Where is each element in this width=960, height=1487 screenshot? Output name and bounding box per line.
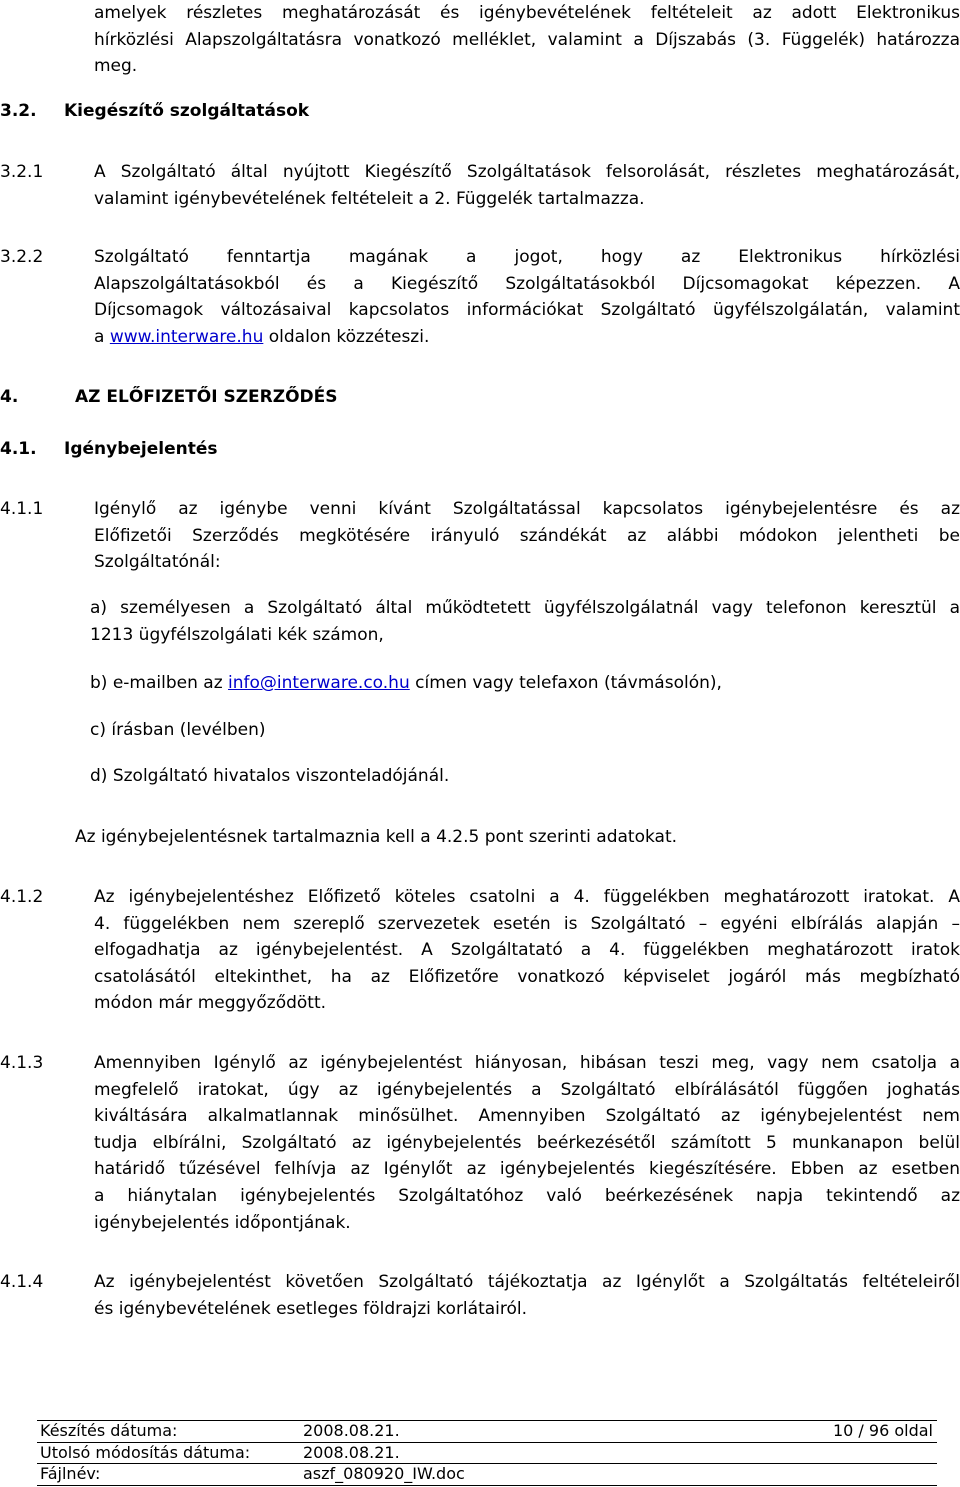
list-item-b [90, 670, 722, 697]
chapter-number: 4. [0, 387, 19, 407]
section-heading: Kiegészítő szolgáltatások [64, 101, 310, 121]
paragraph-number: 3.2.2 [0, 247, 44, 267]
text-line: Díjcsomagok változásaival kapcsolatos információkat Szolgáltató ügyfélszolgálatán, valamint [94, 300, 960, 321]
list-item-c: c) írásban (levélben) [90, 720, 266, 740]
text-line: Az igénybejelentéshez Előfizető köteles csatolni a 4. függelékben meghatározott iratokat. A [94, 887, 960, 907]
text-line: amelyek részletes meghatározását és igénybevételének feltételeit az adott Elektronikus [94, 3, 960, 23]
website-link[interactable]: www.interware.hu [109, 326, 264, 347]
text-line: Igénylő az igénybe venni kívánt Szolgáltatással kapcsolatos igénybejelentésre és az [94, 499, 960, 519]
text-line: valamint igénybevételének feltételeit a 2. Függelék tartalmazza. [94, 188, 645, 209]
footer-row-modified [37, 1442, 937, 1464]
text-line: a hiánytalan igénybejelentés Szolgáltatóhoz való beérkezésének napja tekintendő az [94, 1185, 960, 1206]
filename-label: Fájlnév: [40, 1464, 101, 1483]
text-line: csatolásától eltekinthet, ha az Előfizetőre vonatkozó képviselet jogáról más megbízható [94, 966, 960, 987]
footer-row-filename [37, 1463, 937, 1486]
paragraph-number: 4.1.4 [0, 1272, 44, 1292]
paragraph-4-1-3 [94, 1050, 960, 1236]
created-date-value: 2008.08.21. [303, 1421, 400, 1440]
text-fragment: a [94, 326, 110, 347]
section-number: 3.2. [0, 101, 37, 121]
paragraph-number: 4.1.1 [0, 499, 44, 519]
modified-date-value: 2008.08.21. [303, 1442, 400, 1462]
text-line [94, 324, 960, 351]
text-line: tudja elbírálni, Szolgáltató az igénybejelentés beérkezésétől számított 5 munkanapon belül [94, 1132, 960, 1153]
created-date-label: Készítés dátuma: [40, 1421, 178, 1440]
text-line: Az igénybejelentést követően Szolgáltató tájékoztatja az Igénylőt a Szolgáltatás feltételeiről [94, 1272, 960, 1292]
text-line: 4. függelékben nem szereplő szervezetek esetén is Szolgáltató – egyéni elbírálás alapján – [94, 913, 960, 934]
paragraph-number: 4.1.2 [0, 887, 44, 907]
text-line: A Szolgáltató által nyújtott Kiegészítő Szolgáltatások felsorolását, részletes meghatározását, [94, 162, 960, 182]
text-fragment: címen vagy telefaxon (távmásolón), [409, 673, 722, 693]
list-item-d: d) Szolgáltató hivatalos viszonteladójánál. [90, 766, 450, 786]
text-line: 1213 ügyfélszolgálati kék számon, [90, 624, 384, 645]
paragraph-number: 4.1.3 [0, 1053, 44, 1073]
text-line: Szolgáltató fenntartja magának a jogot, hogy az Elektronikus hírközlési [94, 247, 960, 267]
paragraph-3-2-1 [94, 159, 960, 212]
text-line: kiváltására alkalmatlannak minősülhet. Amennyiben Szolgáltató az igénybejelentést nem [94, 1106, 960, 1127]
text-line: és igénybevételének esetleges földrajzi korlátairól. [94, 1298, 528, 1319]
list-item-a [90, 595, 960, 648]
text-line: elfogadhatja az igénybejelentést. A Szolgáltatató a 4. függelékben meghatározott iratok [94, 940, 960, 961]
text-line: Szolgáltatónál: [94, 552, 221, 573]
intro-paragraph [94, 0, 960, 80]
paragraph-4-1-1 [94, 496, 960, 576]
page-footer [37, 1420, 937, 1486]
text-line: határidő tűzésével felhívja az Igénylőt az igénybejelentés kiegészítésére. Ebben az esetben [94, 1159, 960, 1180]
text-line: a) személyesen a Szolgáltató által működtetett ügyfélszolgálatnál vagy telefonon keresztül a [90, 598, 960, 618]
paragraph-4-1-2 [94, 884, 960, 1017]
text-fragment: b) e-mailben az [90, 673, 229, 693]
paragraph-number: 3.2.1 [0, 162, 44, 182]
note-text: Az igénybejelentésnek tartalmaznia kell a 4.2.5 pont szerinti adatokat. [75, 827, 678, 847]
email-link[interactable]: info@interware.co.hu [228, 673, 410, 693]
section-number: 4.1. [0, 439, 37, 459]
text-line: Alapszolgáltatásokból és a Kiegészítő Szolgáltatásokból Díjcsomagokat képezzen. A [94, 273, 960, 294]
text-line: módon már meggyőződött. [94, 993, 327, 1014]
text-fragment: oldalon közzéteszi. [263, 326, 430, 347]
paragraph-4-1-4 [94, 1269, 960, 1322]
filename-value: aszf_080920_IW.doc [303, 1464, 465, 1483]
text-line: megfelelő iratokat, úgy az igénybejelentés a Szolgáltató elbírálásától függően joghatás [94, 1079, 960, 1100]
text-line: igénybejelentés időpontjának. [94, 1212, 351, 1233]
text-line: Amennyiben Igénylő az igénybejelentést hiányosan, hibásan teszi meg, vagy nem csatolja a [94, 1053, 960, 1073]
footer-row-created [37, 1420, 937, 1442]
modified-date-label: Utolsó módosítás dátuma: [40, 1442, 251, 1462]
chapter-heading: AZ ELŐFIZETŐI SZERZŐDÉS [75, 387, 338, 407]
paragraph-3-2-2 [94, 244, 960, 350]
section-heading: Igénybejelentés [64, 439, 218, 459]
text-line: Előfizetői Szerződés megkötésére irányuló szándékát az alábbi módokon jelentheti be [94, 525, 960, 546]
text-line: meg. [94, 56, 138, 77]
text-line: hírközlési Alapszolgáltatásra vonatkozó melléklet, valamint a Díjszabás (3. Függelék) határozza [94, 29, 960, 50]
page-number: 10 / 96 oldal [832, 1421, 933, 1440]
